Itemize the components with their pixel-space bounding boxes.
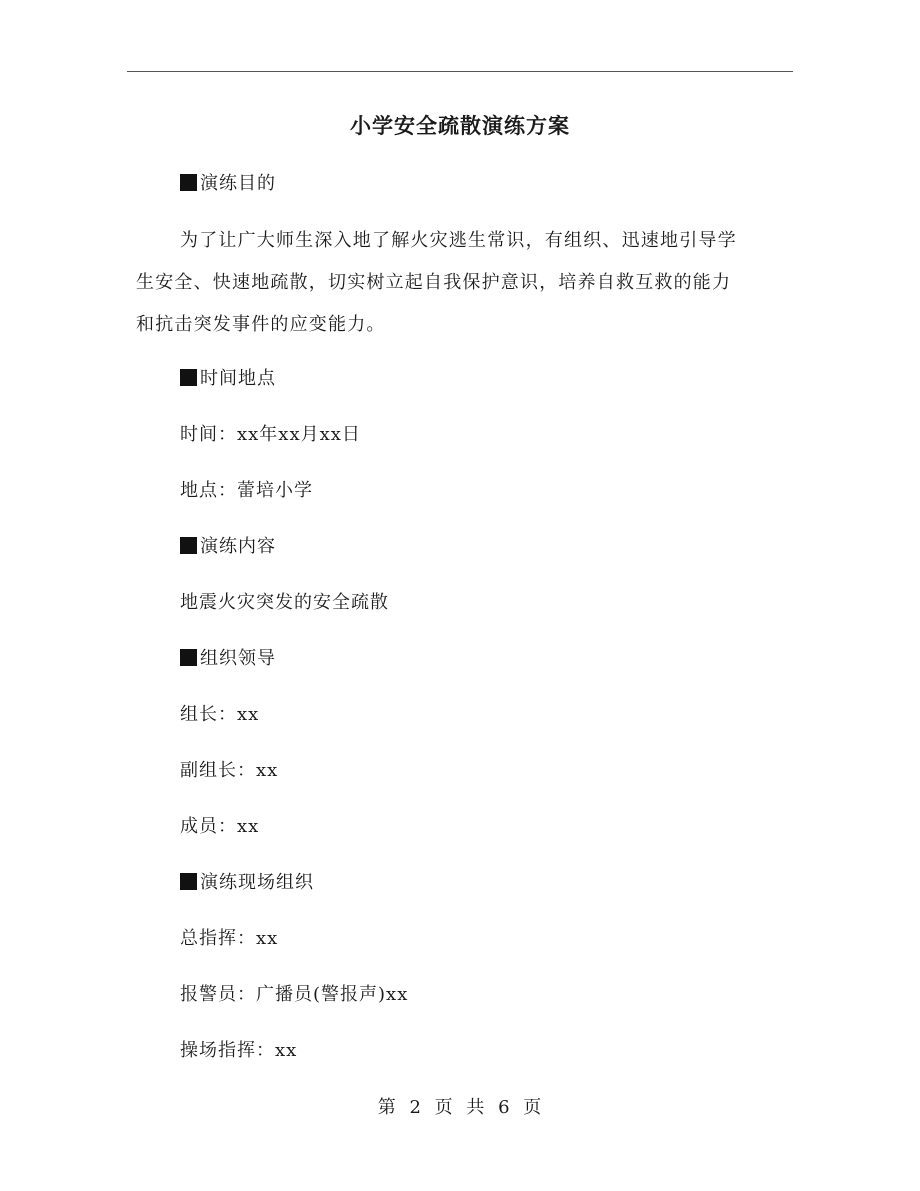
content-line: 地震火灾突发的安全疏散 <box>180 592 389 613</box>
members-line: 成员：xx <box>180 816 260 837</box>
section-heading-purpose <box>180 170 276 198</box>
alarm-line: 报警员：广播员(警报声)xx <box>180 984 409 1005</box>
paragraph-line: 为了让广大师生深入地了解火灾逃生常识，有组织、迅速地引导学 <box>180 230 737 251</box>
bullet-square-icon <box>180 174 197 191</box>
section-heading-leadership <box>180 645 276 673</box>
place-line: 地点：蕾培小学 <box>180 480 313 501</box>
section-heading-content <box>180 533 276 561</box>
bullet-square-icon <box>180 369 197 386</box>
heading-text: 时间地点 <box>200 368 276 389</box>
section-heading-time-place <box>180 365 276 393</box>
paragraph-line: 生安全、快速地疏散，切实树立起自我保护意识，培养自救互救的能力 <box>136 272 732 293</box>
bullet-square-icon <box>180 873 197 890</box>
section-heading-site <box>180 869 314 897</box>
heading-text: 演练现场组织 <box>200 872 314 893</box>
paragraph-line: 和抗击突发事件的应变能力。 <box>136 314 386 335</box>
playground-line: 操场指挥：xx <box>180 1040 298 1061</box>
document-title: 小学安全疏散演练方案 <box>350 113 570 138</box>
leader-line: 组长：xx <box>180 704 260 725</box>
page-number: 第 2 页 共 6 页 <box>377 1097 543 1118</box>
deputy-line: 副组长：xx <box>180 760 279 781</box>
heading-text: 组织领导 <box>200 648 276 669</box>
heading-text: 演练内容 <box>200 536 276 557</box>
bullet-square-icon <box>180 537 197 554</box>
header-rule <box>127 71 793 72</box>
purpose-paragraph <box>136 220 786 346</box>
bullet-square-icon <box>180 649 197 666</box>
time-line: 时间：xx年xx月xx日 <box>180 424 361 445</box>
heading-text: 演练目的 <box>200 173 276 194</box>
commander-line: 总指挥：xx <box>180 928 279 949</box>
